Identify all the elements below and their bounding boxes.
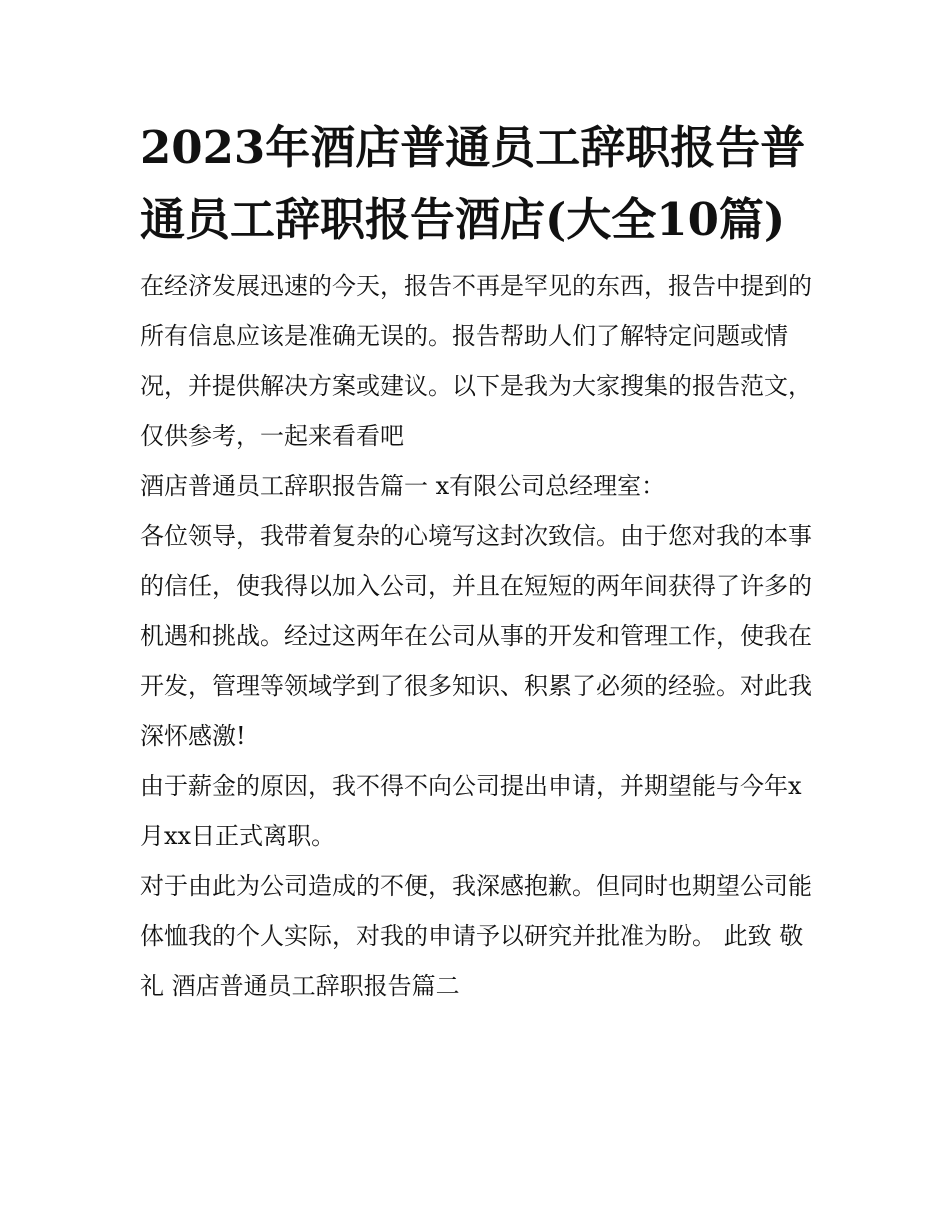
paragraph-intro: 在经济发展迅速的今天，报告不再是罕见的东西，报告中提到的所有信息应该是准确无误的。报告帮助人们了解特定问题或情况，并提供解决方案或建议。以下是我为大家搜集的报告范文，仅供参考，一起来看看吧 [140, 272, 812, 450]
document-body [140, 261, 812, 1011]
paragraph-greeting: 各位领导，我带着复杂的心境写这封次致信。由于您对我的本事的信任，使我得以加入公司，并且在短短的两年间获得了许多的机遇和挑战。经过这两年在公司从事的开发和管理工作，使我在开发，管理等领域学到了很多知识、积累了必须的经验。对此我深怀感激! [140, 522, 812, 750]
document-title: 2023年酒店普通员工辞职报告普通员工辞职报告酒店(大全10篇) [140, 121, 806, 246]
document-page [140, 112, 812, 1011]
paragraph-closing: 对于由此为公司造成的不便，我深感抱歉。但同时也期望公司能体恤我的个人实际，对我的申请予以研究并批准为盼。 此致 敬礼 酒店普通员工辞职报告篇二 [140, 872, 812, 1000]
paragraph-letter-heading: 酒店普通员工辞职报告篇一 x有限公司总经理室： [140, 472, 666, 500]
paragraph-reason: 由于薪金的原因，我不得不向公司提出申请，并期望能与今年x月xx日正式离职。 [140, 772, 802, 850]
